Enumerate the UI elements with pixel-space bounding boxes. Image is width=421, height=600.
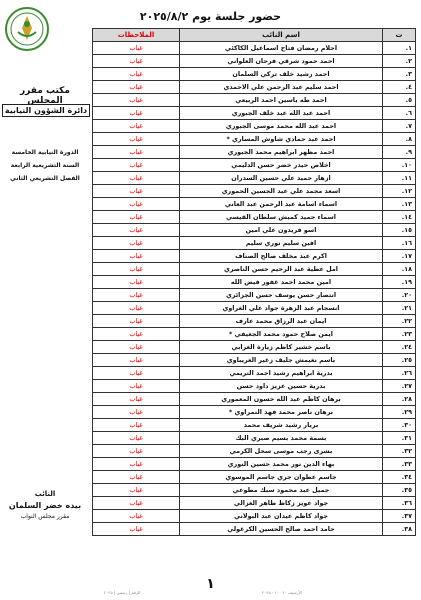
member-name: امل عطية عبد الرحيم حسن الناصري	[180, 263, 383, 276]
member-name: ايمن صلاح حمود محمد الجغيفي *	[180, 328, 383, 341]
page-number: ١	[206, 576, 215, 592]
attendance-note: غياب	[93, 250, 180, 263]
row-number: ٤.	[383, 81, 416, 94]
table-row	[93, 523, 416, 536]
attendance-note: غياب	[93, 289, 180, 302]
row-number: ٣٢.	[383, 445, 416, 458]
member-name: احمد سليم عبد الرحمن علي الاحمدي	[180, 81, 383, 94]
footer-left-note: الرقم | رسمي | ٢٠٢٥	[104, 590, 141, 595]
member-name: احمد عبد الله محمد موسى الجبوري	[180, 120, 383, 133]
attendance-note: غياب	[93, 185, 180, 198]
row-number: ٥.	[383, 94, 416, 107]
table-row	[93, 94, 416, 107]
attendance-note: غياب	[93, 367, 180, 380]
attendance-note: غياب	[93, 497, 180, 510]
table-row	[93, 107, 416, 120]
attendance-note: غياب	[93, 510, 180, 523]
table-row	[93, 445, 416, 458]
member-name: انتصار حسن يوسف حسن الجزائري	[180, 289, 383, 302]
attendance-note: غياب	[93, 471, 180, 484]
attendance-note: غياب	[93, 120, 180, 133]
attendance-note: غياب	[93, 133, 180, 146]
table-row	[93, 250, 416, 263]
table-row	[93, 159, 416, 172]
row-number: ١٢.	[383, 185, 416, 198]
row-number: ٢٣.	[383, 328, 416, 341]
session-line: الدورة النيابية الخامسة	[11, 149, 79, 156]
row-number: ٩.	[383, 146, 416, 159]
table-row	[93, 497, 416, 510]
attendance-note: غياب	[93, 406, 180, 419]
table-row	[93, 276, 416, 289]
table-row	[93, 315, 416, 328]
table-row	[93, 471, 416, 484]
member-name: بدرية ابراهيم رشيد احمد التريمي	[180, 367, 383, 380]
member-name: احمد مظهر ابراهيم محمد الجبوري	[180, 146, 383, 159]
table-row	[93, 354, 416, 367]
row-number: ٢٢.	[383, 315, 416, 328]
member-name: بدرية حسين عزيز داود حسن	[180, 380, 383, 393]
table-row	[93, 419, 416, 432]
attendance-note: غياب	[93, 172, 180, 185]
member-name: احلام رمضان فتاح اسماعيل الكاكئي	[180, 42, 383, 55]
attendance-note: غياب	[93, 263, 180, 276]
member-name: اكرم عبد مخلف صالح الصناف	[180, 250, 383, 263]
attendance-note: غياب	[93, 458, 180, 471]
signature-role: النائب	[34, 490, 56, 498]
table-row	[93, 302, 416, 315]
table-row	[93, 224, 416, 237]
row-number: ٣٦.	[383, 497, 416, 510]
attendance-note: غياب	[93, 484, 180, 497]
table-row	[93, 341, 416, 354]
member-name: باسم نغيمش جليف زغير الغريباوي	[180, 354, 383, 367]
row-number: ٢٦.	[383, 367, 416, 380]
attendance-note: غياب	[93, 393, 180, 406]
table-row	[93, 367, 416, 380]
member-name: برهان كاظم عبد الله حسون المعموري	[180, 393, 383, 406]
row-number: ٢٤.	[383, 341, 416, 354]
attendance-note: غياب	[93, 302, 180, 315]
member-name: احمد عبد الله عبد خلف الجبوري	[180, 107, 383, 120]
attendance-note: غياب	[93, 94, 180, 107]
table-header-row	[93, 29, 416, 42]
member-name: جميل عبد محمود سبك مطوعي	[180, 484, 383, 497]
attendance-note: غياب	[93, 276, 180, 289]
row-number: ٢٨.	[383, 393, 416, 406]
header-name: اسم النائب	[180, 29, 383, 42]
member-name: اخلاص حيدر خضر حسن الدليمي	[180, 159, 383, 172]
row-number: ١٨.	[383, 263, 416, 276]
member-name: جواد عويز زكاظ طاهر الغزالي	[180, 497, 383, 510]
member-name: اسو فريدون علي امين	[180, 224, 383, 237]
row-number: ١٥.	[383, 224, 416, 237]
attendance-note: غياب	[93, 315, 180, 328]
row-number: ١٣.	[383, 198, 416, 211]
session-line: السنة التشريعية الرابعة	[10, 162, 80, 169]
attendance-note: غياب	[93, 328, 180, 341]
table-row	[93, 432, 416, 445]
table-row	[93, 406, 416, 419]
member-name: جواد كاظم عيدان عبد البولاني	[180, 510, 383, 523]
member-name: بريار رشيد شريف محمد	[180, 419, 383, 432]
table-row	[93, 289, 416, 302]
row-number: ٢٧.	[383, 380, 416, 393]
table-row	[93, 211, 416, 224]
attendance-note: غياب	[93, 107, 180, 120]
member-name: ازهار حميد علي حسين السدران	[180, 172, 383, 185]
attendance-note: غياب	[93, 224, 180, 237]
table-row	[93, 484, 416, 497]
attendance-note: غياب	[93, 159, 180, 172]
attendance-note: غياب	[93, 419, 180, 432]
member-name: ايمان عبد الرزاق محمد عارف	[180, 315, 383, 328]
row-number: ٣٥.	[383, 484, 416, 497]
member-name: احمد عبد حمادي شاوش المساري *	[180, 133, 383, 146]
member-name: احمد رشيد خلف تركي السلمان	[180, 68, 383, 81]
attendance-note: غياب	[93, 432, 180, 445]
attendance-note: غياب	[93, 354, 180, 367]
attendance-note: غياب	[93, 237, 180, 250]
row-number: ٣٨.	[383, 523, 416, 536]
table-row	[93, 328, 416, 341]
table-row	[93, 68, 416, 81]
table-row	[93, 55, 416, 68]
table-row	[93, 185, 416, 198]
member-name: امين محمد احمد غفور فيض الله	[180, 276, 383, 289]
table-row	[93, 133, 416, 146]
attendance-note: غياب	[93, 42, 180, 55]
table-row	[93, 198, 416, 211]
row-number: ١١.	[383, 172, 416, 185]
row-number: ٨.	[383, 133, 416, 146]
header-note: الملاحظات	[93, 29, 180, 42]
attendance-note: غياب	[93, 380, 180, 393]
table-row	[93, 458, 416, 471]
row-number: ٣.	[383, 68, 416, 81]
attendance-table	[92, 28, 416, 536]
table-row	[93, 146, 416, 159]
office-label: مكتب مقرر المجلس	[20, 86, 70, 106]
table-row	[93, 81, 416, 94]
row-number: ٣٧.	[383, 510, 416, 523]
row-number: ١٤.	[383, 211, 416, 224]
row-number: ١.	[383, 42, 416, 55]
member-name: اسماء اسامة عبد الرحمن عبد العاني	[180, 198, 383, 211]
attendance-note: غياب	[93, 445, 180, 458]
attendance-note: غياب	[93, 55, 180, 68]
table-row	[93, 42, 416, 55]
footer-right-note: الأرشيف ٢٠ ١٠٠ - ٢٠٢٥	[262, 590, 302, 595]
attendance-note: غياب	[93, 68, 180, 81]
row-number: ٢٩.	[383, 406, 416, 419]
member-name: احمد حمود شرقي فرحان العلواني	[180, 55, 383, 68]
attendance-note: غياب	[93, 341, 180, 354]
member-name: بسمة محمد بسيم صبري البك	[180, 432, 383, 445]
session-line: الفصل التشريعي الثاني	[10, 175, 80, 182]
attendance-note: غياب	[93, 523, 180, 536]
table-row	[93, 237, 416, 250]
member-name: بهاء الدين نور محمد حسين النوري	[180, 458, 383, 471]
attendance-note: غياب	[93, 211, 180, 224]
member-name: برهان ناصر محمد فهد النمراوي *	[180, 406, 383, 419]
row-number: ١٩.	[383, 276, 416, 289]
row-number: ٢١.	[383, 302, 416, 315]
member-name: جاسم عطوان جري جاسم الموسوي	[180, 471, 383, 484]
member-name: انسجام عبد الزهرة جواد علي الغراوي	[180, 302, 383, 315]
member-name: افين سليم نوري سليم	[180, 237, 383, 250]
member-name: باسم خشير كاظم زيارة الغرابي	[180, 341, 383, 354]
member-name: بشرى رجب موسى سحل الكرمي	[180, 445, 383, 458]
attendance-note: غياب	[93, 146, 180, 159]
row-number: ٦.	[383, 107, 416, 120]
table-row	[93, 120, 416, 133]
page-title: حضور جلسة يوم ٢٠٢٥/٨/٢	[139, 10, 282, 23]
row-number: ٣٣.	[383, 458, 416, 471]
member-name: احمد طه ياسين احمد الربيعي	[180, 94, 383, 107]
department-label: دائرة الشؤون النيابية	[2, 104, 90, 117]
table-body	[93, 42, 416, 536]
row-number: ١٧.	[383, 250, 416, 263]
row-number: ٣١.	[383, 432, 416, 445]
row-number: ٧.	[383, 120, 416, 133]
row-number: ٢.	[383, 55, 416, 68]
row-number: ٣٤.	[383, 471, 416, 484]
member-name: اسماء حميد كميش سلطان القيسي	[180, 211, 383, 224]
table-row	[93, 263, 416, 276]
signature-block	[2, 490, 88, 520]
member-name: اسعد محمد علي عبد الحسين الحموزي	[180, 185, 383, 198]
row-number: ١٦.	[383, 237, 416, 250]
parliament-emblem-icon	[4, 6, 50, 52]
session-info	[2, 146, 88, 185]
table-row	[93, 393, 416, 406]
member-name: حامد احمد صالح الحسين الكرغولي	[180, 523, 383, 536]
table-row	[93, 510, 416, 523]
table-row	[93, 380, 416, 393]
row-number: ٢٥.	[383, 354, 416, 367]
attendance-note: غياب	[93, 198, 180, 211]
header-num: ت	[383, 29, 416, 42]
signature-name: بيده خضر السلمان	[8, 501, 82, 510]
row-number: ٢٠.	[383, 289, 416, 302]
row-number: ١٠.	[383, 159, 416, 172]
signature-position: مقرر مجلس النواب	[20, 513, 70, 520]
row-number: ٣٠.	[383, 419, 416, 432]
attendance-note: غياب	[93, 81, 180, 94]
table-row	[93, 172, 416, 185]
